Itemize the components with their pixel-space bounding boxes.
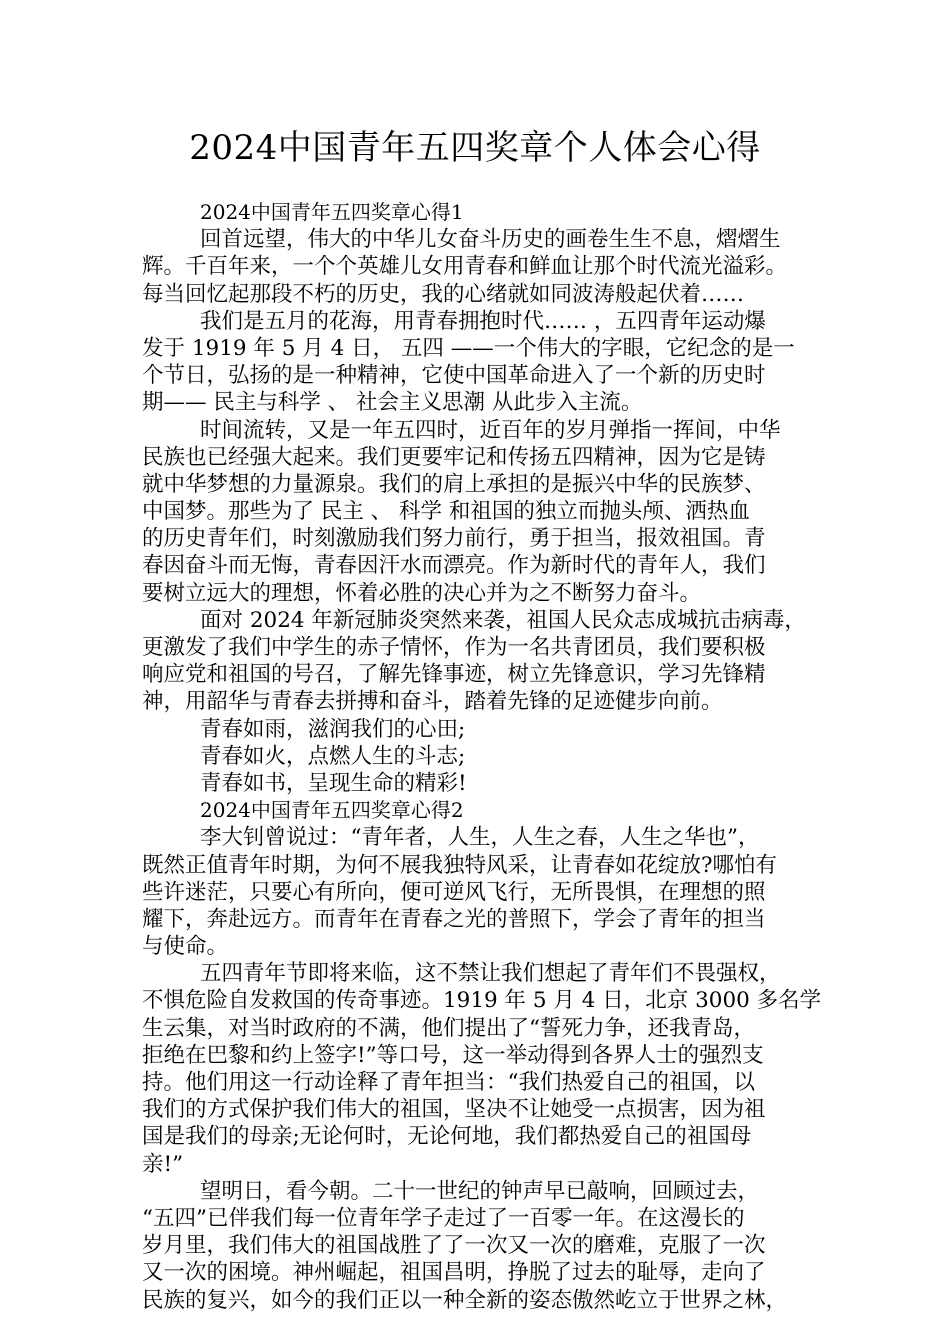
text-line: 耀下，奔赴远方。而青年在青春之光的普照下，学会了青年的担当: [142, 906, 766, 932]
text-line: 民族的复兴，如今的我们正以一种全新的姿态傲然屹立于世界之林，: [142, 1287, 788, 1313]
text-line: 拒绝在巴黎和约上签字!”等口号，这一举动得到各界人士的强烈支: [142, 1042, 764, 1068]
section-heading: 2024中国青年五四奖章心得1: [200, 200, 464, 224]
text-line: 与使命。: [142, 934, 229, 960]
text-line: 青春如书，呈现生命的精彩!: [200, 770, 467, 796]
text-line: “五四”已伴我们每一位青年学子走过了一百零一年。在这漫长的: [142, 1205, 745, 1231]
text-line: 又一次的困境。神州崛起，祖国昌明，挣脱了过去的耻辱，走向了: [142, 1260, 766, 1286]
text-line: 既然正值青年时期，为何不展我独特风采，让青春如花绽放?哪怕有: [142, 852, 778, 878]
text-line: 个节日，弘扬的是一种精神，它使中国革命进入了一个新的历史时: [142, 363, 766, 389]
text-line: 发于 1919 年 5 月 4 日， 五四 ——一个伟大的字眼，它纪念的是一: [142, 335, 795, 361]
text-line: 青春如雨，滋润我们的心田;: [200, 716, 466, 742]
text-line: 更激发了我们中学生的赤子情怀，作为一名共青团员，我们要积极: [142, 635, 766, 660]
text-line: 我们是五月的花海，用青春拥抱时代…… ，五四青年运动爆: [200, 308, 766, 334]
text-line: 生云集，对当时政府的不满，他们提出了“誓死力争，还我青岛，: [142, 1015, 755, 1041]
text-line: 的历史青年们，时刻激励我们努力前行，勇于担当，报效祖国。青: [142, 526, 766, 552]
text-line: 民族也已经强大起来。我们更要牢记和传扬五四精神，因为它是铸: [142, 444, 766, 470]
text-line: 响应党和祖国的号召，了解先锋事迹，树立先锋意识，学习先锋精: [142, 662, 766, 688]
text-line: 春因奋斗而无悔，青春因汗水而漂亮。作为新时代的青年人，我们: [142, 553, 766, 579]
text-line: 神，用韶华与青春去拼搏和奋斗，踏着先锋的足迹健步向前。: [142, 689, 723, 715]
text-line: 望明日，看今朝。二十一世纪的钟声早已敲响，回顾过去，: [200, 1178, 760, 1204]
text-line: 不惧危险自发救国的传奇事迹。1919 年 5 月 4 日，北京 3000 多名学: [142, 988, 822, 1014]
text-line: 中国梦。那些为了 民主 、 科学 和祖国的独立而抛头颅、洒热血: [142, 499, 750, 525]
text-line: 每当回忆起那段不朽的历史，我的心绪就如同波涛般起伏着……: [142, 281, 745, 307]
text-line: 辉。千百年来，一个个英雄儿女用青春和鲜血让那个时代流光溢彩。: [142, 254, 788, 280]
text-line: 持。他们用这一行动诠释了青年担当：“我们热爱自己的祖国，以: [142, 1070, 755, 1095]
text-line: 亲!”: [142, 1151, 184, 1177]
text-line: 面对 2024 年新冠肺炎突然来袭，祖国人民众志成城抗击病毒，: [200, 607, 806, 633]
text-line: 李大钊曾说过：“青年者，人生，人生之春，人生之华也”，: [200, 825, 760, 851]
text-line: 些许迷茫，只要心有所向，便可逆风飞行，无所畏惧，在理想的照: [142, 879, 766, 905]
text-line: 就中华梦想的力量源泉。我们的肩上承担的是振兴中华的民族梦、: [142, 471, 766, 497]
text-line: 五四青年节即将来临，这不禁让我们想起了青年们不畏强权，: [200, 961, 781, 987]
text-line: 国是我们的母亲;无论何时，无论何地，我们都热爱自己的祖国母: [142, 1124, 752, 1150]
text-line: 要树立远大的理想，怀着必胜的决心并为之不断努力奋斗。: [142, 580, 702, 606]
text-line: 我们的方式保护我们伟大的祖国，坚决不让她受一点损害，因为祖: [142, 1097, 766, 1123]
text-line: 时间流转，又是一年五四时，近百年的岁月弹指一挥间，中华: [200, 417, 781, 443]
text-line: 期—— 民主与科学 、 社会主义思潮 从此步入主流。: [142, 390, 643, 416]
section-heading: 2024中国青年五四奖章心得2: [200, 798, 464, 823]
document-title: 2024中国青年五四奖章个人体会心得: [189, 128, 761, 168]
text-line: 青春如火，点燃人生的斗志;: [200, 743, 466, 769]
text-line: 回首远望，伟大的中华儿女奋斗历史的画卷生生不息，熠熠生: [200, 227, 781, 253]
document-body: [142, 199, 822, 1314]
text-line: 岁月里，我们伟大的祖国战胜了了一次又一次的磨难，克服了一次: [142, 1233, 766, 1259]
